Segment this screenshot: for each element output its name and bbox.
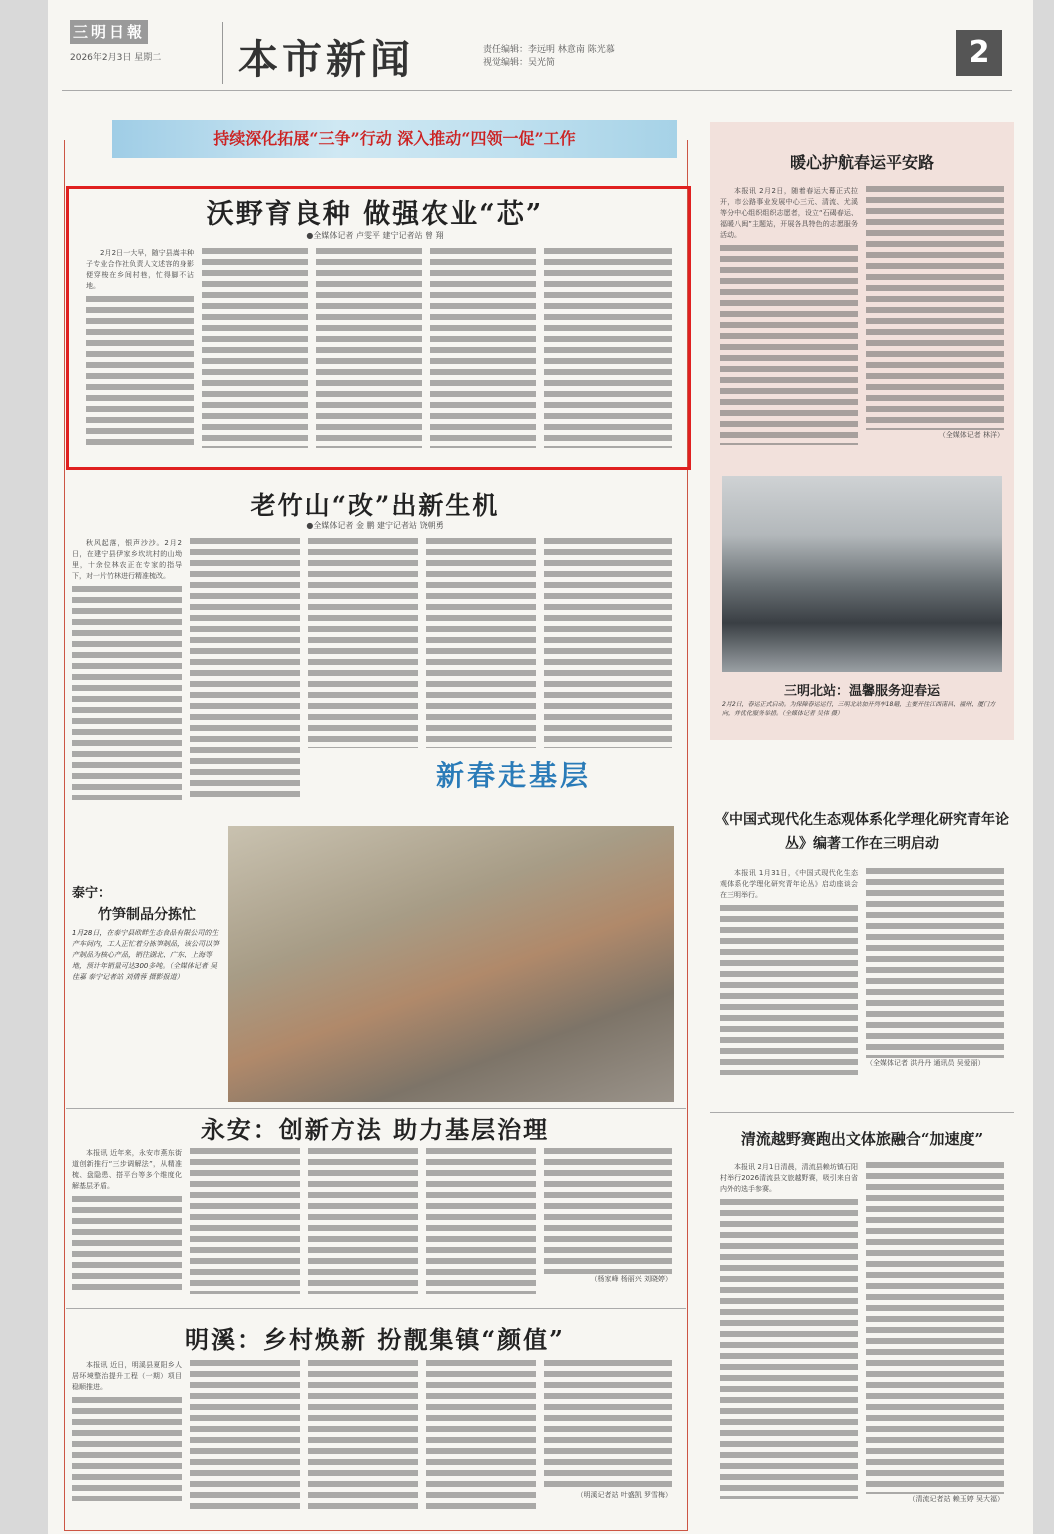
text-lines <box>866 186 1004 430</box>
text-lines <box>72 586 182 800</box>
article3-headline: 永安：创新方法 助力基层治理 <box>200 1115 550 1144</box>
article3-column-2 <box>190 1148 300 1300</box>
sidebar-story1-title: 暖心护航春运平安路 <box>789 153 934 172</box>
article1-headline: 沃野育良种 做强农业“芯” <box>206 199 544 230</box>
article4-column-4 <box>426 1360 536 1520</box>
text-lines <box>72 1196 182 1292</box>
article3-lead: 本报讯 近年来，永安市燕东街道创新推行“三步调解法”，从精准梳、盘隐患、搭平台等多个维度化解基层矛盾。 <box>72 1149 182 1190</box>
article4-author: （明溪记者站 叶盛凯 罗雪梅） <box>576 1491 672 1499</box>
section-rule <box>66 1108 686 1109</box>
text-lines <box>308 538 418 748</box>
series-stamp: 新春走基层 <box>436 759 592 792</box>
sidebar-story1-lead: 本报讯 2月2日，随着春运大幕正式拉开，市公路事业发展中心三元、清流、尤溪等分中心组织组织志愿者，设立“石碣春运、福暖八闽”主题站，开展各具特色的志愿服务活动。 <box>720 187 858 239</box>
article1-column-4 <box>430 248 536 454</box>
sidebar-story2-lead: 本报讯 1月31日，《中国式现代化生态观体系化学理化研究青年论丛》启动座谈会在三明举行。 <box>720 869 858 899</box>
sidebar-story1-column-1 <box>720 186 858 456</box>
text-lines <box>190 1148 300 1294</box>
article3-author: （杨家峰 杨丽兴 刘晓婷） <box>590 1275 672 1283</box>
page-number: 2 <box>956 30 1002 76</box>
worker-sorting-photo <box>228 826 674 1102</box>
text-lines <box>190 1360 300 1514</box>
text-lines <box>720 905 858 1075</box>
text-lines <box>86 296 194 446</box>
article3-column-5 <box>544 1148 672 1300</box>
sidebar-story1-author: （全媒体记者 林洋） <box>938 431 1004 439</box>
article3-column-1 <box>72 1148 182 1300</box>
station-photo-caption: 2月2日，春运正式启动。为保障春运运行，三明北站加开列车18趟，主要开往江西南昌、福州、厦门方向，并优化服务举措。（全媒体记者 吴伟 摄） <box>722 701 996 717</box>
text-lines <box>72 1397 182 1501</box>
article1-column-3 <box>316 248 422 454</box>
editors-credit <box>483 44 683 70</box>
text-lines <box>544 248 672 448</box>
article4-column-5 <box>544 1360 672 1520</box>
article1-column-2 <box>202 248 308 454</box>
article4-column-1 <box>72 1360 182 1520</box>
text-lines <box>544 538 672 748</box>
section-rule <box>66 1308 686 1309</box>
article2-lead: 秋风起落，银声沙沙。2月2日，在建宁县伊家乡坎坑村的山坳里，十余位林农正在专家的指导下，对一片竹林进行精准梳改。 <box>72 539 182 580</box>
editors-line: 责任编辑：李远明 林意南 陈光慕 <box>483 45 615 55</box>
text-lines <box>720 245 858 445</box>
photo-news-title: 竹笋制品分拣忙 <box>98 907 196 923</box>
article4-column-2 <box>190 1360 300 1520</box>
sidebar-story1-column-2 <box>866 186 1004 456</box>
text-lines <box>190 538 300 800</box>
theme-banner: 持续深化拓展“三争”行动 深入推动“四领一促”工作 <box>112 120 677 158</box>
article1-column-5 <box>544 248 672 454</box>
sidebar-story3-column-1 <box>720 1162 858 1518</box>
sidebar-rule <box>710 1112 1014 1113</box>
issue-date: 2026年2月3日 星期二 <box>70 53 162 63</box>
visual-editor-line: 视觉编辑：吴光简 <box>483 58 556 68</box>
sidebar-story3-column-2 <box>866 1162 1004 1518</box>
sidebar-story3-author: （清流记者站 赖玉婷 吴大福） <box>908 1495 1004 1503</box>
article2-column-1 <box>72 538 182 806</box>
sidebar-story3-lead: 本报讯 2月1日清晨，清流县赖坊镇石阳村举行2026清流县文旅越野赛，吸引来自省内外的选手参赛。 <box>720 1163 858 1193</box>
article3-column-3 <box>308 1148 418 1300</box>
article2-column-4 <box>426 538 536 753</box>
photo-news-location: 泰宁： <box>72 886 112 901</box>
text-lines <box>544 1148 672 1274</box>
station-photo-title: 三明北站：温馨服务迎春运 <box>783 684 940 699</box>
masthead-rule <box>62 90 1012 91</box>
sidebar-story2-author: （全媒体记者 洪丹丹 通讯员 吴爱丽） <box>866 1059 985 1067</box>
text-lines <box>308 1360 418 1514</box>
section-title: 本市新闻 <box>238 36 414 83</box>
text-lines <box>426 1148 536 1294</box>
text-lines <box>316 248 422 448</box>
text-lines <box>866 1162 1004 1494</box>
sidebar-story2-column-1 <box>720 868 858 1094</box>
text-lines <box>720 1199 858 1499</box>
article2-column-2 <box>190 538 300 806</box>
text-lines <box>202 248 308 448</box>
article1-lead: 2月2日一大早，随宁县嵩丰种子专业合作社负责人文述容的身影便穿梭在乡间村巷，忙得脚不沾地。 <box>86 249 194 290</box>
article4-headline: 明溪：乡村焕新 扮靓集镇“颜值” <box>185 1325 565 1354</box>
article4-lead: 本报讯 近日，明溪县夏阳乡人居环境整治提升工程（一期）项目稳顺推进。 <box>72 1361 182 1391</box>
text-lines <box>426 538 536 748</box>
masthead-divider <box>222 22 223 84</box>
article3-column-4 <box>426 1148 536 1300</box>
article2-byline: ●全媒体记者 金 鹏 建宁记者站 饶朝勇 <box>306 521 444 530</box>
article2-column-3 <box>308 538 418 753</box>
train-station-photo <box>722 476 1002 672</box>
text-lines <box>866 868 1004 1058</box>
sidebar-story2-column-2 <box>866 868 1004 1094</box>
article1-column-1 <box>86 248 194 454</box>
article4-column-3 <box>308 1360 418 1520</box>
sidebar-story2-title: 《中国式现代化生态观体系化学理化研究青年论丛》编著工作在三明启动 <box>715 812 1009 852</box>
article2-column-5 <box>544 538 672 753</box>
newspaper-logo: 三明日報 <box>70 20 148 44</box>
sidebar-story3-title: 清流越野赛跑出文体旅融合“加速度” <box>740 1130 984 1148</box>
text-lines <box>426 1360 536 1514</box>
text-lines <box>308 1148 418 1294</box>
text-lines <box>544 1360 672 1490</box>
text-lines <box>430 248 536 448</box>
article2-headline: 老竹山“改”出新生机 <box>250 491 500 520</box>
photo-news-caption: 1月28日，在泰宁县欧畔生态食品有限公司的生产车间内，工人正忙着分拣笋制品，该公司以笋产制品为核心产品，销往湖北、广东、上海等地，预计年销量可达300多吨。（全媒体记者 吴佳嘉 泰宁记者站 刘倩蓉 摄影报道） <box>72 929 219 981</box>
article1-byline: ●全媒体记者 卢雯平 建宁记者站 曾 翔 <box>306 231 444 240</box>
